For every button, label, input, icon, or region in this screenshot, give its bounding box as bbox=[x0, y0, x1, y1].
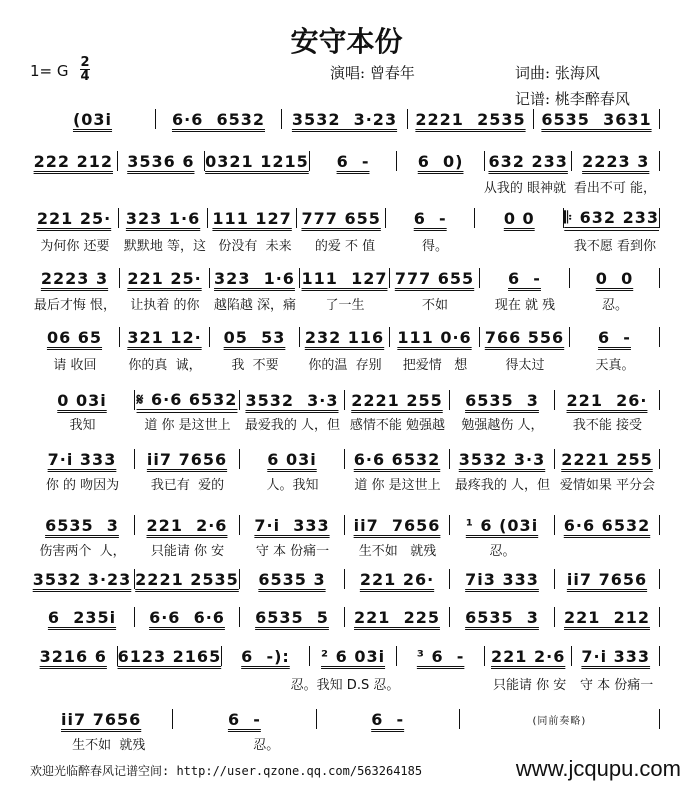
lyric: 得。 bbox=[421, 239, 448, 254]
measure: 221 2·6 bbox=[491, 646, 566, 666]
notation-row bbox=[30, 150, 660, 172]
bar-line bbox=[659, 390, 660, 410]
measure: (同前奏略) bbox=[532, 715, 587, 727]
lyric: 默默地 等，这 bbox=[123, 239, 207, 254]
measure: 6 0) bbox=[417, 151, 464, 171]
lyric bbox=[345, 734, 503, 753]
measure: 6535 3 bbox=[258, 569, 326, 589]
measure: 766 556 bbox=[484, 327, 565, 347]
measure: 6·6 6532 bbox=[353, 449, 441, 469]
lyric: 请 收回 bbox=[53, 358, 97, 373]
lyric: 现在 就 残 bbox=[494, 298, 556, 313]
measure: 232 116 bbox=[304, 327, 385, 347]
lyric: 我 不要 bbox=[231, 358, 279, 373]
lyric: 道 你 是这世上 bbox=[144, 418, 231, 433]
lyric bbox=[503, 734, 661, 753]
lyric: 我已有 爱的 bbox=[150, 478, 225, 493]
notation-row bbox=[30, 448, 660, 470]
watermark-logo: www.jcqupu.com bbox=[515, 756, 681, 781]
lyric: 越陷越 深，痛 bbox=[213, 298, 297, 313]
lyrics-row bbox=[30, 674, 660, 693]
measure: 221 212 bbox=[564, 607, 650, 627]
measure: 111 127 bbox=[301, 268, 388, 288]
transcriber: 记谱: 桃李醉春风 bbox=[515, 90, 630, 108]
measure: 632 233 bbox=[488, 151, 568, 171]
lyric: 只能请 你 安 bbox=[493, 678, 567, 693]
lyric bbox=[300, 177, 390, 196]
lyric: 从我的 眼神就 bbox=[483, 181, 567, 196]
lyric: 了一生 bbox=[325, 298, 365, 313]
lyric bbox=[30, 674, 117, 693]
measure: 6 - bbox=[508, 268, 541, 288]
measure: 6 - bbox=[598, 327, 631, 347]
measure: 6535 5 bbox=[255, 607, 329, 627]
measure: ³ 6 - bbox=[416, 646, 465, 666]
measure: ii7 7656 bbox=[146, 449, 228, 469]
notation-row bbox=[30, 708, 660, 730]
lyrics-row bbox=[30, 474, 660, 493]
lyric: 伤害两个 人， bbox=[39, 544, 126, 559]
key-signature: 1= G bbox=[30, 62, 69, 80]
lyrics-row bbox=[30, 294, 660, 313]
measure: 0 0 bbox=[503, 208, 535, 228]
lyric bbox=[120, 177, 210, 196]
measure: 6 - bbox=[227, 709, 261, 729]
bar-line bbox=[659, 151, 660, 171]
lyric: 生不如 就残 bbox=[72, 738, 146, 753]
measure: 777 655 bbox=[301, 208, 381, 228]
measure: 05 53 bbox=[223, 327, 286, 347]
measure: 6·6 6532 bbox=[563, 515, 651, 535]
lyric: 我不能 接受 bbox=[572, 418, 643, 433]
notation-row bbox=[30, 389, 660, 411]
measure: 3532 3·23 bbox=[291, 109, 398, 129]
measure: ii7 7656 bbox=[61, 709, 142, 729]
measure: 221 26· bbox=[566, 390, 648, 410]
measure: 6535 3 bbox=[465, 607, 539, 627]
bar-line bbox=[659, 607, 660, 627]
measure: 6 - bbox=[413, 208, 447, 228]
measure: 3532 3·23 bbox=[32, 569, 132, 589]
measure: 222 212 bbox=[33, 151, 113, 171]
lyric bbox=[390, 177, 480, 196]
lyrics-row bbox=[30, 235, 660, 254]
time-top: 2 bbox=[80, 55, 90, 70]
lyric: 守 本 份痛一 bbox=[255, 544, 330, 559]
footer-link-text: 欢迎光临醉春风记谱空间: http://user.qzone.qq.com/563264185 bbox=[30, 764, 423, 778]
lyric bbox=[117, 674, 204, 693]
measure: 221 25· bbox=[36, 208, 112, 228]
measure: 6 - bbox=[336, 151, 370, 171]
measure: 𝄋 6·6 6532 bbox=[136, 390, 238, 409]
lyric: 忍。 bbox=[253, 738, 280, 753]
measure: 3532 3·3 bbox=[458, 449, 546, 469]
notation-row bbox=[30, 606, 660, 628]
measure: 6535 3 bbox=[45, 515, 119, 535]
measure: 06 65 bbox=[46, 327, 103, 347]
measure: 323 1·6 bbox=[125, 208, 201, 228]
lyric: 忍。我知 D.S 忍。 bbox=[290, 678, 400, 693]
measure: 3536 6 bbox=[127, 151, 195, 171]
measure: 221 26· bbox=[359, 569, 435, 589]
measure: 7·i 333 bbox=[581, 646, 651, 666]
bar-line bbox=[659, 646, 660, 666]
measure: 221 225 bbox=[354, 607, 440, 627]
measure: ii7 7656 bbox=[566, 569, 648, 589]
lyric: 不如 bbox=[421, 298, 448, 313]
bar-line bbox=[659, 709, 660, 729]
measure: 6535 3 bbox=[465, 390, 539, 410]
measure: (03i bbox=[72, 109, 113, 129]
lyric: 你 的 吻因为 bbox=[45, 478, 120, 493]
lyric bbox=[555, 540, 660, 559]
lyric: 爱情如果 平分会 bbox=[559, 478, 656, 493]
lyric: 勉强越伤 人， bbox=[461, 418, 544, 433]
bar-line bbox=[659, 208, 660, 228]
measure: 7·i 333 bbox=[47, 449, 117, 469]
lyric bbox=[210, 177, 300, 196]
measure: 111 127 bbox=[212, 208, 292, 228]
lyric: 道 你 是这世上 bbox=[354, 478, 441, 493]
measure: 2221 255 bbox=[351, 390, 443, 410]
lyric: 得太过 bbox=[505, 358, 545, 373]
measure: 2223 3 bbox=[40, 268, 109, 288]
measure: 0321 1215 bbox=[205, 151, 309, 171]
time-signature bbox=[80, 56, 90, 83]
lyrics-row bbox=[30, 414, 660, 433]
measure: 221 25· bbox=[127, 268, 202, 288]
notation-row bbox=[30, 514, 660, 536]
measure: 6·6 6532 bbox=[171, 109, 265, 129]
lyric bbox=[204, 674, 291, 693]
lyric: 让执着 的你 bbox=[130, 298, 200, 313]
lyric: 忍。 bbox=[489, 544, 516, 559]
lyric: 你的温 存别 bbox=[308, 358, 382, 373]
lyric: 我不愿 看到你 bbox=[573, 239, 657, 254]
bar-line bbox=[659, 569, 660, 589]
lyrics-row bbox=[30, 734, 660, 753]
lyric bbox=[30, 177, 120, 196]
lyric: 只能请 你 安 bbox=[150, 544, 225, 559]
measure: 323 1·6 bbox=[214, 268, 295, 288]
lyric: 天真。 bbox=[595, 358, 635, 373]
measure: 6 - bbox=[371, 709, 405, 729]
singer: 演唱: 曾春年 bbox=[330, 64, 415, 82]
measure: 321 12· bbox=[127, 327, 202, 347]
measure: 6535 3631 bbox=[541, 109, 652, 129]
measure: 111 0·6 bbox=[397, 327, 472, 347]
notation-row bbox=[30, 645, 660, 667]
measure: 6 03i bbox=[267, 449, 317, 469]
measure: 7i3 333 bbox=[465, 569, 539, 589]
measure: ¹ 6 (03i bbox=[465, 515, 539, 535]
lyric: 守 本 份痛一 bbox=[579, 678, 654, 693]
measure: 6 -): bbox=[241, 646, 290, 666]
notation-row bbox=[30, 326, 660, 348]
measure: 3532 3·3 bbox=[245, 390, 339, 410]
measure: 6 235i bbox=[47, 607, 117, 627]
lyric: 份没有 未来 bbox=[218, 239, 292, 254]
measure: 6123 2165 bbox=[117, 646, 222, 666]
lyrics-row bbox=[30, 177, 660, 196]
lyric bbox=[480, 235, 570, 254]
measure: 3216 6 bbox=[39, 646, 107, 666]
lyric: 忍。 bbox=[601, 298, 628, 313]
bar-line bbox=[659, 515, 660, 535]
time-bottom: 4 bbox=[80, 69, 90, 84]
lyric: 感情不能 勉强越 bbox=[349, 418, 446, 433]
lyric: 最疼我的 人，但 bbox=[454, 478, 551, 493]
composer: 词曲: 张海风 bbox=[515, 64, 600, 82]
measure: 777 655 bbox=[394, 268, 475, 288]
lyric bbox=[399, 674, 486, 693]
measure: 221 2·6 bbox=[146, 515, 228, 535]
measure: 2223 3 bbox=[582, 151, 650, 171]
lyric: 你的真 诚， bbox=[128, 358, 202, 373]
notation-row bbox=[30, 568, 660, 590]
lyric: 人。我知 bbox=[266, 478, 319, 493]
measure: 6·6 6·6 bbox=[149, 607, 225, 627]
bar-line bbox=[659, 268, 660, 288]
song-title: 安守本份 bbox=[290, 25, 403, 58]
lyric: 看出不可 能， bbox=[573, 181, 657, 196]
bar-line bbox=[659, 327, 660, 347]
lyric: 为何你 还要 bbox=[40, 239, 110, 254]
lyric: 我知 bbox=[69, 418, 96, 433]
measure: 𝄆 632 233 bbox=[564, 208, 659, 227]
lyrics-row bbox=[30, 354, 660, 373]
measure: 2221 2535 bbox=[415, 109, 526, 129]
notation-row bbox=[30, 207, 660, 229]
measure: ii7 7656 bbox=[353, 515, 441, 535]
measure: 7·i 333 bbox=[254, 515, 330, 535]
measure: ² 6 03i bbox=[321, 646, 386, 666]
lyrics-row bbox=[30, 540, 660, 559]
bar-line bbox=[659, 109, 660, 129]
notation-row bbox=[30, 108, 660, 130]
measure: 0 03i bbox=[57, 390, 107, 410]
lyric: 最后才悔 恨， bbox=[33, 298, 117, 313]
lyric: 最爱我的 人，但 bbox=[244, 418, 341, 433]
measure: 2221 2535 bbox=[135, 569, 239, 589]
bar-line bbox=[659, 449, 660, 469]
measure: 2221 255 bbox=[561, 449, 653, 469]
measure: 0 0 bbox=[595, 268, 634, 288]
lyric: 生不如 就残 bbox=[358, 544, 437, 559]
lyric: 的爱 不 值 bbox=[314, 239, 376, 254]
notation-row bbox=[30, 267, 660, 289]
lyric: 把爱情 想 bbox=[402, 358, 468, 373]
